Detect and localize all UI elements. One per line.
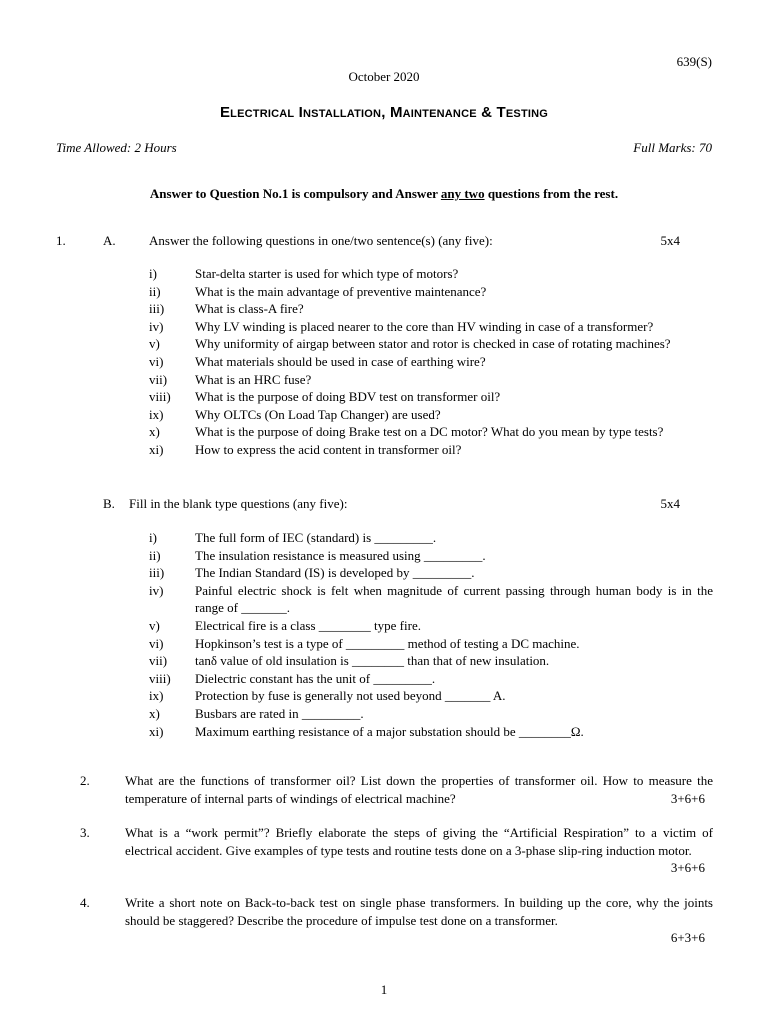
item-number: viii) xyxy=(149,670,171,686)
item-number: i) xyxy=(149,266,157,281)
list-item xyxy=(149,318,713,336)
list-item xyxy=(149,283,713,301)
list-item xyxy=(149,652,713,670)
question-2-marks: 3+6+6 xyxy=(670,790,705,806)
page-number: 1 xyxy=(380,982,388,997)
item-text: Dielectric constant has the unit of _________. xyxy=(195,670,436,686)
part-a-marks: 5x4 xyxy=(660,233,680,248)
list-item xyxy=(149,687,713,705)
item-text: Why LV winding is placed nearer to the core than HV winding in case of a transformer? xyxy=(195,318,654,334)
item-text: What is the main advantage of preventive maintenance? xyxy=(195,283,487,299)
instructions-underlined: any two xyxy=(440,186,485,201)
question-4 xyxy=(56,894,713,947)
list-item xyxy=(149,723,713,741)
item-text: Electrical fire is a class ________ type fire. xyxy=(195,617,421,633)
item-number: vii) xyxy=(149,653,168,669)
item-number: vi) xyxy=(149,353,164,369)
list-item xyxy=(149,529,713,547)
instructions xyxy=(0,186,768,202)
item-text: Why OLTCs (On Load Tap Changer) are used? xyxy=(195,406,441,422)
item-number: vi) xyxy=(149,635,164,651)
item-text: How to express the acid content in transformer oil? xyxy=(195,441,462,457)
question-2-body xyxy=(125,772,713,807)
item-text: Maximum earthing resistance of a major substation should be ________Ω. xyxy=(195,723,584,739)
question-3-body xyxy=(125,824,713,877)
list-item xyxy=(149,547,713,565)
item-text: The full form of IEC (standard) is _________. xyxy=(195,530,437,545)
list-item xyxy=(149,300,713,318)
question-3 xyxy=(56,824,713,877)
item-number: viii) xyxy=(149,389,171,405)
list-item xyxy=(149,406,713,424)
item-number: xi) xyxy=(149,723,164,739)
item-text: The insulation resistance is measured using _________. xyxy=(195,547,486,563)
list-item xyxy=(149,441,713,459)
item-text: Busbars are rated in _________. xyxy=(195,705,364,721)
part-b-list xyxy=(149,529,713,740)
time-allowed: Time Allowed: 2 Hours xyxy=(56,140,177,155)
list-item xyxy=(149,388,713,406)
question-4-text: Write a short note on Back-to-back test on single phase transformers. In building up the core, why the joints should be staggered? Describe the procedure of impulse test done on a transformer. xyxy=(125,895,713,928)
full-marks: Full Marks: 70 xyxy=(633,140,712,155)
question-3-marks: 3+6+6 xyxy=(670,860,705,876)
list-item xyxy=(149,705,713,723)
item-number: iii) xyxy=(149,301,165,317)
question-4-number: 4. xyxy=(80,895,90,910)
item-text: What is the purpose of doing Brake test on a DC motor? What do you mean by type tests? xyxy=(195,424,664,440)
item-text: What is an HRC fuse? xyxy=(195,371,312,387)
part-a-label: A. xyxy=(103,233,116,248)
item-text: Hopkinson’s test is a type of _________ method of testing a DC machine. xyxy=(195,635,580,651)
question-3-number: 3. xyxy=(80,825,90,840)
item-number: ii) xyxy=(149,547,161,563)
item-number: vii) xyxy=(149,371,168,387)
item-number: iv) xyxy=(149,318,164,334)
paper-title: Electrical Installation, Maintenance & Testing xyxy=(219,104,549,121)
item-number: ix) xyxy=(149,406,164,422)
item-number: iii) xyxy=(149,565,165,581)
item-number: i) xyxy=(149,530,157,545)
part-b-text: Fill in the blank type questions (any five): xyxy=(129,496,348,511)
part-b-label: B. xyxy=(103,496,115,511)
part-b-marks: 5x4 xyxy=(660,496,680,511)
list-item xyxy=(149,423,713,441)
item-text: The Indian Standard (IS) is developed by _________. xyxy=(195,565,475,581)
list-item xyxy=(149,353,713,371)
item-number: ix) xyxy=(149,688,164,704)
item-text: What materials should be used in case of earthing wire? xyxy=(195,353,486,369)
item-number: v) xyxy=(149,617,160,633)
item-text: Star-delta starter is used for which type of motors? xyxy=(195,266,459,281)
exam-date: October 2020 xyxy=(348,69,420,84)
part-a-text: Answer the following questions in one/two sentence(s) (any five): xyxy=(149,233,493,248)
item-text: What is the purpose of doing BDV test on transformer oil? xyxy=(195,389,501,405)
item-text: Why uniformity of airgap between stator and rotor is checked in case of rotating machines? xyxy=(195,336,671,352)
list-item xyxy=(149,670,713,688)
question-1-number: 1. xyxy=(56,233,66,248)
question-4-body xyxy=(125,894,713,947)
question-4-marks: 6+3+6 xyxy=(670,930,705,946)
paper-code: 639(S) xyxy=(676,54,712,69)
list-item xyxy=(149,265,713,283)
list-item xyxy=(149,564,713,582)
item-number: v) xyxy=(149,336,160,352)
item-number: iv) xyxy=(149,582,164,598)
question-2-text: What are the functions of transformer oil? List down the properties of transformer oil. How to measure the temperature of internal parts of windings of electrical machine? xyxy=(125,773,713,806)
item-number: xi) xyxy=(149,441,164,457)
question-2 xyxy=(56,772,713,807)
list-item xyxy=(149,335,713,353)
item-number: ii) xyxy=(149,283,161,299)
list-item xyxy=(149,635,713,653)
item-text: Protection by fuse is generally not used beyond _______ A. xyxy=(195,688,506,704)
item-text: Painful electric shock is felt when magnitude of current passing through human body is in the range of _______. xyxy=(195,582,713,616)
list-item xyxy=(149,371,713,389)
item-text: tanδ value of old insulation is ________ than that of new insulation. xyxy=(195,653,550,669)
list-item xyxy=(149,582,713,617)
part-a-list xyxy=(149,265,713,459)
item-number: x) xyxy=(149,705,160,721)
question-2-number: 2. xyxy=(80,773,90,788)
item-number: x) xyxy=(149,424,160,440)
instructions-after: questions from the rest. xyxy=(484,186,619,201)
question-3-text: What is a “work permit”? Briefly elaborate the steps of giving the “Artificial Respiration” to a victim of electrical accident. Give examples of type tests and routine tests done on a 3-phase slip-ring induction motor. xyxy=(125,825,713,858)
item-text: What is class-A fire? xyxy=(195,301,304,317)
instructions-before: Answer to Question No.1 is compulsory and Answer xyxy=(149,186,441,201)
list-item xyxy=(149,617,713,635)
